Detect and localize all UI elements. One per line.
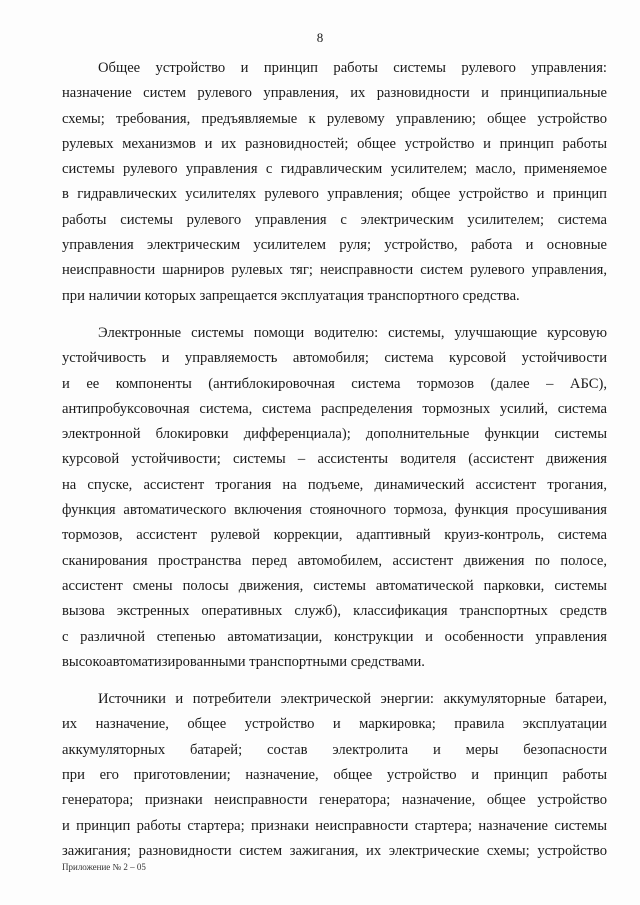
text-line: рулевых механизмов и их разновидностей; общее устройство и принцип работы — [62, 135, 607, 152]
text-line: на спуске, ассистент трогания на подъеме, динамический ассистент трогания, — [62, 476, 607, 493]
text-line: системы рулевого управления с гидравлическим усилителем; масло, применяемое — [62, 161, 607, 178]
text-line: тормозов, ассистент рулевой коррекции, адаптивный круиз-контроль, система — [62, 527, 607, 544]
text-line: с различной степенью автоматизации, конструкции и особенности управления — [62, 628, 607, 645]
text-line: курсовой устойчивости; системы – ассистенты водителя (ассистент движения — [62, 451, 607, 468]
text-line: и ее компоненты (антиблокировочная система тормозов (далее – АБС), — [62, 375, 607, 392]
text-line: функция автоматического включения стояночного тормоза, функция просушивания — [62, 502, 607, 519]
text-line: Общее устройство и принцип работы системы рулевого управления: — [98, 60, 607, 76]
text-line: высокоавтоматизированными транспортными средствами. — [62, 653, 425, 670]
text-line: работы системы рулевого управления с электрическим усилителем; система — [62, 211, 607, 228]
text-line: антипробуксовочная система, система распределения тормозных усилий, система — [62, 400, 607, 417]
paragraph-electrical — [62, 687, 607, 864]
text-line: электронной блокировки дифференциала); дополнительные функции системы — [62, 426, 607, 443]
text-line: назначение систем рулевого управления, их разновидности и принципиальные — [62, 85, 607, 102]
text-line: и принцип работы стартера; признаки неисправности стартера; назначение системы — [62, 817, 607, 834]
text-line: Источники и потребители электрической энергии: аккумуляторные батареи, — [98, 691, 607, 708]
page-footer: Приложение № 2 – 05 — [62, 862, 146, 872]
page-number: 8 — [316, 30, 324, 45]
text-line: управления электрическим усилителем руля; устройство, работа и основные — [62, 237, 607, 254]
text-line: зажигания; разновидности систем зажигания, их электрические схемы; устройство — [62, 842, 607, 859]
text-line: Электронные системы помощи водителю: системы, улучшающие курсовую — [98, 324, 607, 341]
text-line: вызова экстренных оперативных служб), классификация транспортных средств — [62, 603, 607, 620]
paragraph-steering — [62, 56, 607, 309]
text-line: в гидравлических усилителях рулевого управления; общее устройство и принцип — [62, 186, 607, 203]
text-line: при его приготовлении; назначение, общее устройство и принцип работы — [62, 767, 607, 784]
text-line: при наличии которых запрещается эксплуатация транспортного средства. — [62, 287, 520, 304]
text-line: генератора; признаки неисправности генератора; назначение, общее устройство — [62, 792, 607, 809]
text-line: ассистент смены полосы движения, системы автоматической парковки, системы — [62, 577, 607, 594]
text-line: неисправности шарниров рулевых тяг; неисправности систем рулевого управления, — [62, 262, 607, 279]
text-line: их назначение, общее устройство и маркировка; правила эксплуатации — [62, 716, 607, 733]
text-line: сканирования пространства перед автомобилем, ассистент движения по полосе, — [62, 552, 607, 569]
body-text — [62, 56, 607, 876]
text-line: устойчивость и управляемость автомобиля; система курсовой устойчивости — [62, 350, 607, 367]
text-line: схемы; требования, предъявляемые к рулевому управлению; общее устройство — [62, 110, 607, 127]
paragraph-driver-assist — [62, 321, 607, 675]
text-line: аккумуляторных батарей; состав электролита и меры безопасности — [62, 741, 607, 758]
